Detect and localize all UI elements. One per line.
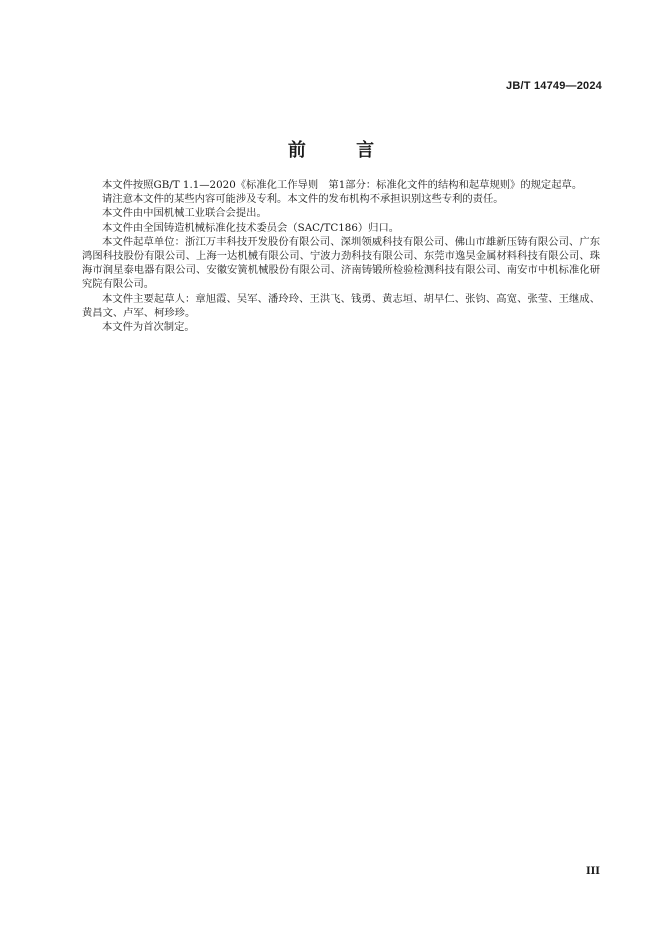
page-title: 前 言 — [287, 140, 397, 161]
paragraph-drafting-rules: 本文件按照GB/T 1.1—2020《标准化工作导则 第1部分：标准化文件的结构和起草规则》的规定起草。 — [102, 179, 583, 191]
paragraph-drafting-units: 本文件起草单位：浙江万丰科技开发股份有限公司、深圳领威科技有限公司、佛山市雄新压铸有限公司、广东鸿图科技股份有限公司、上海一达机械有限公司、宁波力劲科技有限公司、东莞市逸昊金属材料科技有限公司、珠海市润星泰电器有限公司、安徽安簧机械股份有限公司、济南铸锻所检验检测科技有限公司、南安市中机标准化研究院有限公司。 — [82, 235, 600, 291]
paragraph-patent-notice: 请注意本文件的某些内容可能涉及专利。本文件的发布机构不承担识别这些专利的责任。 — [102, 193, 504, 206]
standard-number: JB/T 14749—2024 — [506, 80, 602, 92]
paragraph-first-edition: 本文件为首次制定。 — [102, 321, 195, 334]
page-number: III — [585, 866, 600, 877]
paragraph-committee: 本文件由全国铸造机械标准化技术委员会（SAC/TC186）归口。 — [102, 221, 400, 234]
foreword-body — [82, 178, 600, 334]
paragraph-drafters: 本文件主要起草人：章旭霞、吴军、潘玲玲、王洪飞、钱勇、黄志垣、胡早仁、张钧、高宽、张莹、王继成、黄昌文、卢军、柯珍珍。 — [82, 292, 600, 319]
paragraph-proposer: 本文件由中国机械工业联合会提出。 — [102, 207, 267, 220]
